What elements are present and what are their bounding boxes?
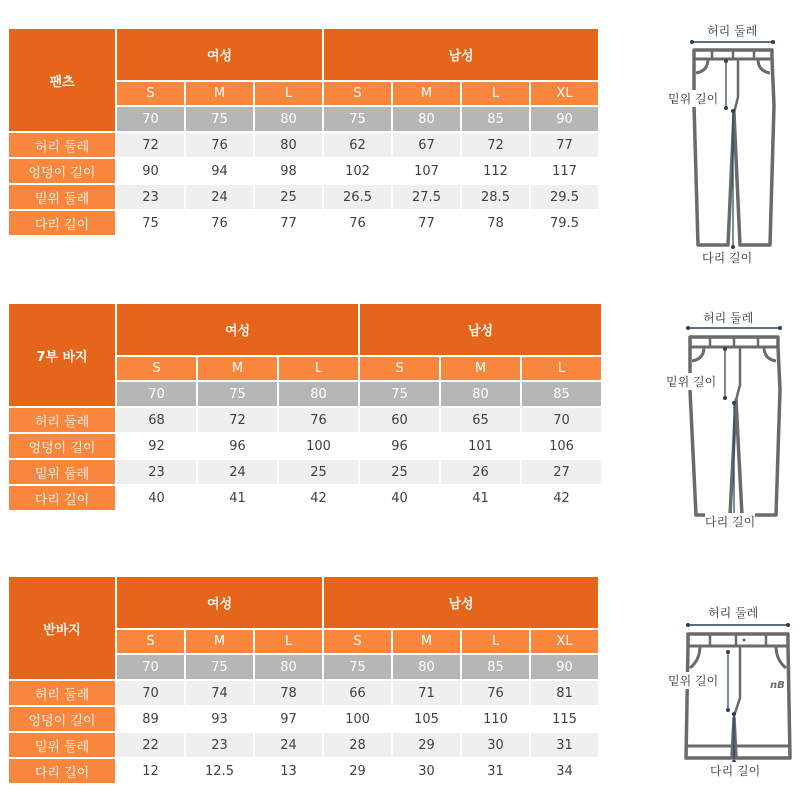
table-row	[9, 681, 598, 705]
cell: 72	[117, 133, 184, 157]
waist-size: 75	[324, 655, 391, 679]
row-label: 엉덩이 길이	[9, 159, 115, 183]
cropped-pants-size-table	[7, 302, 603, 512]
table-row	[9, 759, 598, 783]
women-header: 여성	[117, 304, 358, 355]
cell: 28.5	[462, 185, 529, 209]
waist-size: 70	[117, 382, 196, 406]
row-label: 엉덩이 길이	[9, 707, 115, 731]
cell: 13	[280, 763, 297, 779]
size-label: L	[255, 630, 322, 653]
cell: 23	[117, 460, 196, 484]
cell: 24	[198, 460, 277, 484]
cell: 89	[142, 711, 159, 727]
cell: 74	[186, 681, 253, 705]
size-label: M	[198, 357, 277, 380]
size-label: M	[441, 357, 520, 380]
waist-label: 허리 둘레	[708, 606, 759, 620]
waist-size: 80	[393, 107, 460, 131]
leg-label: 다리 길이	[702, 251, 753, 265]
waist-size: 85	[462, 655, 529, 679]
cell: 107	[414, 163, 439, 179]
size-label: S	[324, 82, 391, 105]
cell: 24	[186, 185, 253, 209]
cell: 97	[280, 711, 297, 727]
cell: 77	[418, 215, 435, 231]
cell: 112	[483, 163, 508, 179]
cell: 115	[552, 711, 577, 727]
women-header: 여성	[117, 577, 322, 628]
size-label: S	[117, 357, 196, 380]
row-label: 밑위 둘레	[9, 460, 115, 484]
cell: 70	[117, 681, 184, 705]
row-label: 허리 둘레	[9, 681, 115, 705]
waist-size: 80	[441, 382, 520, 406]
cell: 30	[418, 763, 435, 779]
cell: 81	[531, 681, 598, 705]
cell: 23	[186, 733, 253, 757]
cell: 66	[324, 681, 391, 705]
cell: 40	[148, 490, 165, 506]
cell: 31	[487, 763, 504, 779]
table-row	[9, 408, 601, 432]
waist-size: 90	[531, 655, 598, 679]
pants-diagram	[660, 15, 800, 275]
cell: 65	[441, 408, 520, 432]
size-label: M	[393, 630, 460, 653]
size-label: L	[522, 357, 601, 380]
cell: 96	[391, 438, 408, 454]
cell: 62	[324, 133, 391, 157]
table-row	[9, 434, 601, 458]
cell: 24	[255, 733, 322, 757]
cropped-pants-diagram	[666, 305, 800, 535]
row-label: 엉덩이 길이	[9, 434, 115, 458]
row-label: 허리 둘레	[9, 133, 115, 157]
cell: 70	[522, 408, 601, 432]
cell: 72	[462, 133, 529, 157]
cell: 71	[393, 681, 460, 705]
size-label: S	[324, 630, 391, 653]
waist-size: 75	[360, 382, 439, 406]
waist-size: 70	[117, 655, 184, 679]
cell: 72	[198, 408, 277, 432]
cell: 76	[462, 681, 529, 705]
cell: 41	[229, 490, 246, 506]
cell: 98	[280, 163, 297, 179]
cell: 100	[345, 711, 370, 727]
shorts-outline-icon	[670, 598, 800, 788]
cell: 94	[211, 163, 228, 179]
cell: 106	[549, 438, 574, 454]
cell: 93	[211, 711, 228, 727]
waist-size: 80	[393, 655, 460, 679]
cell: 42	[310, 490, 327, 506]
cell: 29	[393, 733, 460, 757]
size-label: L	[462, 630, 529, 653]
cropped-pants-outline-icon	[670, 305, 800, 535]
cell: 30	[462, 733, 529, 757]
table-row	[9, 707, 598, 731]
table-row	[9, 185, 598, 209]
cell: 102	[345, 163, 370, 179]
size-label: L	[462, 82, 529, 105]
cell: 29	[349, 763, 366, 779]
shorts-diagram	[670, 598, 800, 788]
waist-size: 85	[462, 107, 529, 131]
cell: 80	[255, 133, 322, 157]
cell: 100	[306, 438, 331, 454]
leg-label: 다리 길이	[710, 764, 761, 778]
table-row	[9, 486, 601, 510]
waist-size: 85	[522, 382, 601, 406]
waist-size: 70	[117, 107, 184, 131]
cell: 26	[441, 460, 520, 484]
pants-size-table	[7, 27, 600, 237]
cell: 76	[349, 215, 366, 231]
leg-label: 다리 길이	[705, 515, 756, 529]
pants-outline-icon	[660, 15, 800, 275]
size-label: S	[117, 82, 184, 105]
cell: 90	[142, 163, 159, 179]
cell: 68	[117, 408, 196, 432]
size-label: L	[279, 357, 358, 380]
waist-label: 허리 둘레	[703, 311, 754, 325]
shorts-size-table	[7, 575, 600, 785]
cell: 26.5	[324, 185, 391, 209]
table-row	[9, 133, 598, 157]
table-title: 팬츠	[9, 29, 115, 131]
table-row	[9, 211, 598, 235]
cell: 78	[255, 681, 322, 705]
waist-size: 80	[255, 107, 322, 131]
rise-label: 밑위 길이	[666, 375, 717, 389]
cell: 67	[393, 133, 460, 157]
table-row	[9, 159, 598, 183]
cell: 60	[360, 408, 439, 432]
cell: 110	[483, 711, 508, 727]
row-label: 다리 길이	[9, 211, 115, 235]
cell: 96	[229, 438, 246, 454]
cell: 77	[531, 133, 598, 157]
cell: 34	[556, 763, 573, 779]
rise-label: 밑위 길이	[668, 92, 719, 106]
cell: 41	[472, 490, 489, 506]
table-title: 반바지	[9, 577, 115, 679]
table-row	[9, 733, 598, 757]
size-label: XL	[531, 82, 598, 105]
cell: 29.5	[531, 185, 598, 209]
women-header: 여성	[117, 29, 322, 80]
size-label: S	[117, 630, 184, 653]
cell: 105	[414, 711, 439, 727]
cell: 117	[552, 163, 577, 179]
table-title: 7부 바지	[9, 304, 115, 406]
cell: 27	[522, 460, 601, 484]
cell: 25	[255, 185, 322, 209]
men-header: 남성	[324, 577, 598, 628]
cell: 23	[117, 185, 184, 209]
men-header: 남성	[324, 29, 598, 80]
cell: 28	[324, 733, 391, 757]
row-label: 허리 둘레	[9, 408, 115, 432]
cell: 25	[360, 460, 439, 484]
waist-size: 75	[324, 107, 391, 131]
cell: 25	[279, 460, 358, 484]
cell: 101	[468, 438, 493, 454]
row-label: 다리 길이	[9, 486, 115, 510]
row-label: 밑위 둘레	[9, 185, 115, 209]
cell: 42	[553, 490, 570, 506]
nb-logo-icon: nB	[770, 680, 785, 691]
waist-size: 75	[198, 382, 277, 406]
cell: 79.5	[550, 215, 579, 231]
cell: 92	[148, 438, 165, 454]
size-label: M	[186, 82, 253, 105]
rise-label: 밑위 길이	[668, 674, 719, 688]
cell: 77	[280, 215, 297, 231]
cell: 27.5	[393, 185, 460, 209]
cell: 12	[142, 763, 159, 779]
size-label: M	[393, 82, 460, 105]
waist-size: 75	[186, 107, 253, 131]
cell: 76	[186, 133, 253, 157]
waist-size: 90	[531, 107, 598, 131]
waist-size: 80	[279, 382, 358, 406]
cell: 76	[211, 215, 228, 231]
men-header: 남성	[360, 304, 601, 355]
size-label: M	[186, 630, 253, 653]
waist-size: 80	[255, 655, 322, 679]
row-label: 밑위 둘레	[9, 733, 115, 757]
waist-size: 75	[186, 655, 253, 679]
cell: 40	[391, 490, 408, 506]
cell: 76	[279, 408, 358, 432]
size-label: XL	[531, 630, 598, 653]
cell: 31	[531, 733, 598, 757]
size-label: L	[255, 82, 322, 105]
size-label: S	[360, 357, 439, 380]
cell: 22	[117, 733, 184, 757]
waist-label: 허리 둘레	[707, 24, 758, 38]
table-row	[9, 460, 601, 484]
cell: 78	[487, 215, 504, 231]
row-label: 다리 길이	[9, 759, 115, 783]
cell: 75	[142, 215, 159, 231]
cell: 12.5	[205, 763, 234, 779]
